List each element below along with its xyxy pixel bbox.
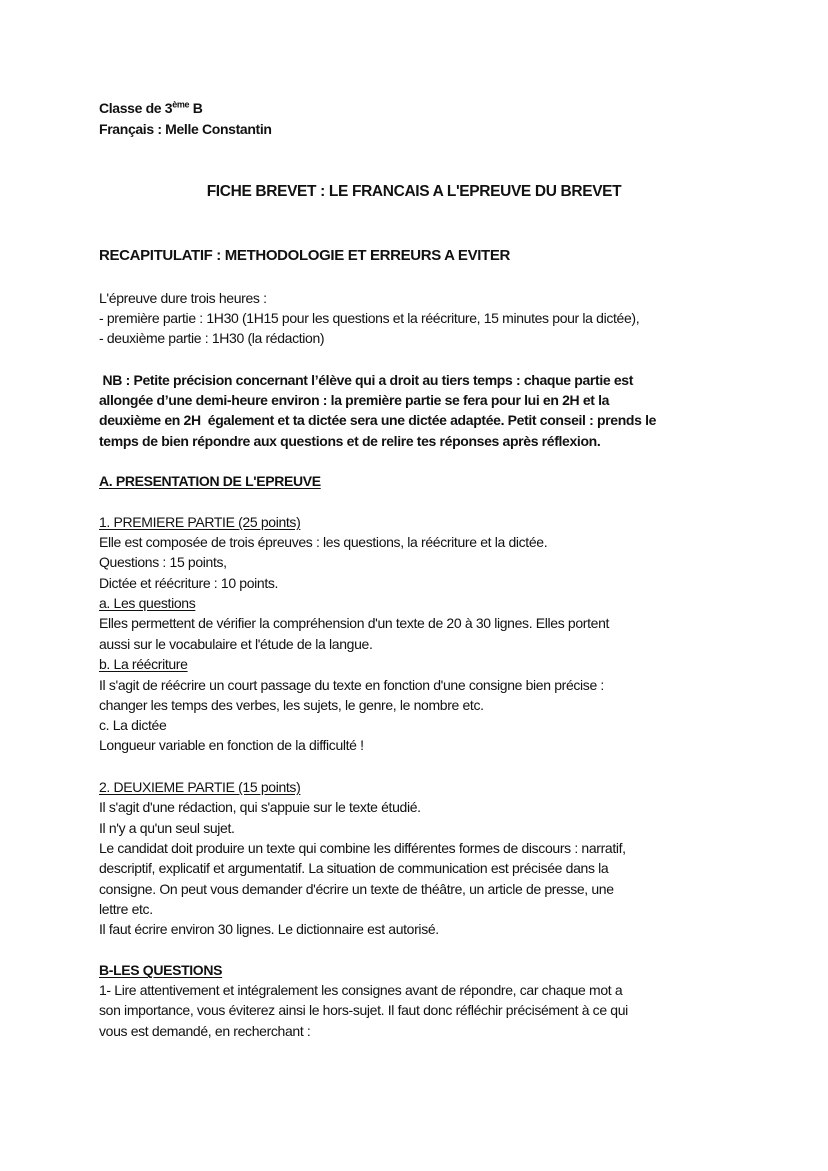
questions-subheading: a. Les questions xyxy=(99,595,196,611)
questions-line: Elles permettent de vérifier la compréhension d'un texte de 20 à 30 lignes. Elles portent xyxy=(99,615,610,631)
reecriture-line: Il s'agit de réécrire un court passage du texte en fonction d'une consigne bien précise : xyxy=(99,677,604,693)
part2-line: Il faut écrire environ 30 lignes. Le dictionnaire est autorisé. xyxy=(99,921,439,937)
section-b-line: vous est demandé, en recherchant : xyxy=(99,1023,311,1039)
dictee-subheading: c. La dictée xyxy=(99,717,167,733)
part2-heading: 2. DEUXIEME PARTIE (15 points) xyxy=(99,779,301,795)
part2-line: Il s'agit d'une rédaction, qui s'appuie sur le texte étudié. xyxy=(99,799,421,815)
nb-line: allongée d’une demi-heure environ : la première partie se fera pour lui en 2H et la xyxy=(99,392,610,408)
class-label xyxy=(99,98,202,118)
recap-line: L'épreuve dure trois heures : xyxy=(99,290,267,306)
class-prefix: Classe de 3 xyxy=(99,100,173,116)
part1-line: Elle est composée de trois épreuves : les questions, la réécriture et la dictée. xyxy=(99,534,548,550)
part2-line: Le candidat doit produire un texte qui combine les différentes formes de discours : narratif, xyxy=(99,840,626,856)
part2-line: consigne. On peut vous demander d'écrire un texte de théâtre, un article de presse, une xyxy=(99,881,614,897)
recap-line: - deuxième partie : 1H30 (la rédaction) xyxy=(99,330,325,346)
part1-line: Dictée et réécriture : 10 points. xyxy=(99,575,279,591)
section-b-heading: B-LES QUESTIONS xyxy=(99,962,223,978)
nb-line: deuxième en 2H également et ta dictée sera une dictée adaptée. Petit conseil : prends le xyxy=(99,412,657,428)
reecriture-line: changer les temps des verbes, les sujets, le genre, le nombre etc. xyxy=(99,697,484,713)
part2-line: Il n'y a qu'un seul sujet. xyxy=(99,820,235,836)
reecriture-subheading: b. La réécriture xyxy=(99,656,188,672)
questions-line: aussi sur le vocabulaire et l'étude de la langue. xyxy=(99,636,373,652)
part2-line: descriptif, explicatif et argumentatif. La situation de communication est précisée dans la xyxy=(99,860,609,876)
class-suffix: B xyxy=(189,100,203,116)
nb-line: temps de bien répondre aux questions et de relire tes réponses après réflexion. xyxy=(99,433,601,449)
class-superscript: ème xyxy=(172,99,190,110)
recap-line: - première partie : 1H30 (1H15 pour les questions et la réécriture, 15 minutes pour la dictée), xyxy=(99,310,640,326)
section-b-line: son importance, vous éviterez ainsi le hors-sujet. Il faut donc réfléchir précisément à ce qui xyxy=(99,1002,628,1018)
nb-line: NB : Petite précision concernant l’élève qui a droit au tiers temps : chaque partie est xyxy=(99,372,634,388)
part1-line: Questions : 15 points, xyxy=(99,554,227,570)
part2-line: lettre etc. xyxy=(99,901,153,917)
document-title: FICHE BREVET : LE FRANCAIS A L'EPREUVE DU BREVET xyxy=(206,183,622,200)
part1-heading: 1. PREMIERE PARTIE (25 points) xyxy=(99,514,301,530)
section-a-heading: A. PRESENTATION DE L'EPREUVE xyxy=(99,473,321,489)
dictee-line: Longueur variable en fonction de la difficulté ! xyxy=(99,737,364,753)
section-b-line: 1- Lire attentivement et intégralement les consignes avant de répondre, car chaque mot a xyxy=(99,982,623,998)
recap-heading: RECAPITULATIF : METHODOLOGIE ET ERREURS A EVITER xyxy=(99,247,510,264)
teacher-label: Français : Melle Constantin xyxy=(99,121,272,137)
